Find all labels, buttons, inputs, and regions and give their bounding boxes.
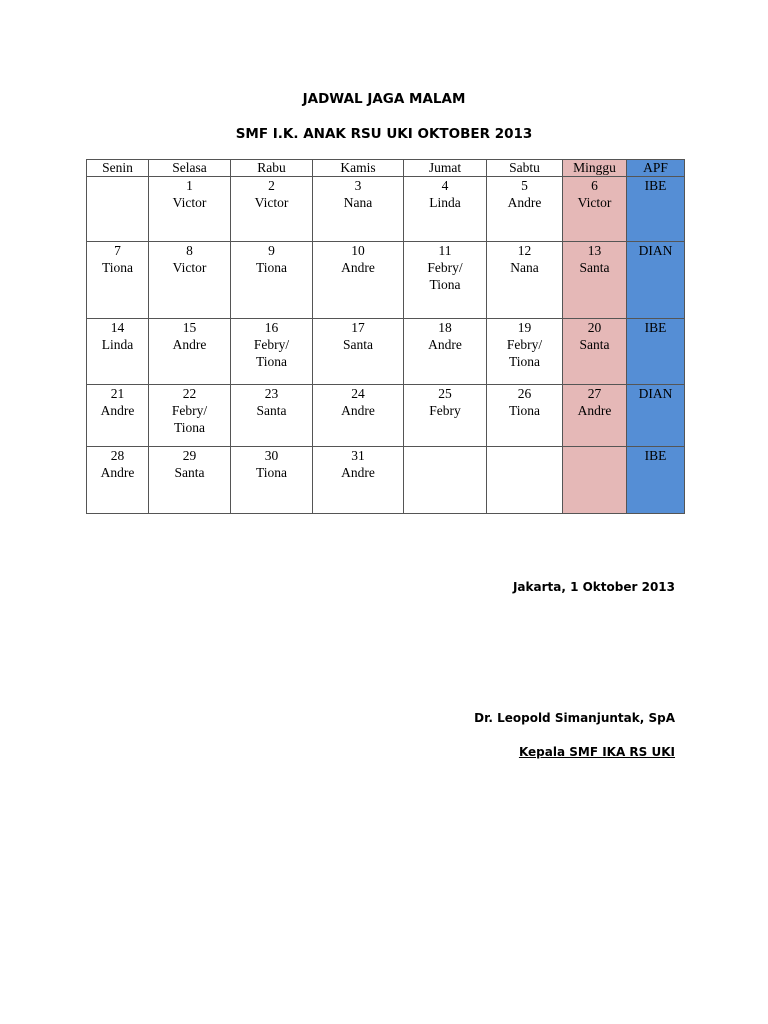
date-number: 29 xyxy=(182,448,197,463)
date-number: 15 xyxy=(182,320,197,335)
doctor-name: Nana xyxy=(343,195,373,210)
apf-name: IBE xyxy=(644,178,667,193)
date-number: 25 xyxy=(438,386,452,401)
day-cell-sabtu xyxy=(487,447,563,514)
doctor-name: Andre xyxy=(507,195,542,210)
doctor-name: Santa xyxy=(343,337,373,352)
date-number: 7 xyxy=(114,243,121,258)
date-number: 31 xyxy=(351,448,365,463)
date-number: 10 xyxy=(351,243,365,258)
day-cell-senin xyxy=(87,447,149,514)
doctor-name: Febry/ xyxy=(506,337,543,352)
date-number: 2 xyxy=(268,178,275,193)
header-selasa: Selasa xyxy=(149,160,231,177)
doctor-name: Tiona xyxy=(508,354,540,369)
day-cell-senin xyxy=(87,177,149,242)
week-row xyxy=(87,177,685,242)
document-title: JADWAL JAGA MALAM xyxy=(302,91,466,107)
doctor-name: Linda xyxy=(101,337,134,352)
day-cell-rabu xyxy=(231,385,313,447)
day-cell-sabtu xyxy=(487,385,563,447)
doctor-name: Tiona xyxy=(255,465,287,480)
apf-name: IBE xyxy=(644,320,667,335)
day-cell-minggu xyxy=(563,447,627,514)
day-cell-apf xyxy=(627,242,685,319)
day-cell-rabu xyxy=(231,319,313,385)
date-number: 3 xyxy=(354,178,362,193)
day-cell-kamis xyxy=(313,319,404,385)
date-number: 23 xyxy=(264,386,279,401)
day-cell-senin xyxy=(87,319,149,385)
week-row xyxy=(87,447,685,514)
doctor-name: Tiona xyxy=(255,260,287,275)
date-number: 14 xyxy=(110,320,125,335)
apf-name: DIAN xyxy=(638,386,673,401)
week-row xyxy=(87,319,685,385)
apf-name: DIAN xyxy=(638,243,673,258)
date-number: 21 xyxy=(110,386,125,401)
doctor-name: Febry/ xyxy=(253,337,290,352)
doctor-name: Santa xyxy=(579,337,610,352)
doctor-name: Tiona xyxy=(508,403,540,418)
week-row xyxy=(87,242,685,319)
day-cell-senin xyxy=(87,242,149,319)
doctor-name: Victor xyxy=(172,260,207,275)
day-cell-selasa xyxy=(149,447,231,514)
date-number: 20 xyxy=(587,320,602,335)
doctor-name: Andre xyxy=(577,403,612,418)
doctor-name: Linda xyxy=(429,195,461,210)
date-number: 16 xyxy=(264,320,279,335)
doctor-name: Victor xyxy=(254,195,289,210)
header-row xyxy=(87,160,685,177)
doctor-name: Victor xyxy=(577,195,612,210)
day-cell-apf xyxy=(627,177,685,242)
date-number: 13 xyxy=(587,243,602,258)
doctor-name: Andre xyxy=(341,403,375,418)
day-cell-minggu xyxy=(563,385,627,447)
doctor-name: Andre xyxy=(341,465,375,480)
apf-name: IBE xyxy=(644,448,667,463)
day-cell-jumat xyxy=(404,177,487,242)
schedule-table xyxy=(86,159,685,514)
day-cell-jumat xyxy=(404,447,487,514)
day-cell-minggu xyxy=(563,319,627,385)
document-subtitle: SMF I.K. ANAK RSU UKI OKTOBER 2013 xyxy=(235,126,533,142)
day-cell-jumat xyxy=(404,319,487,385)
day-cell-apf xyxy=(627,385,685,447)
day-cell-kamis xyxy=(313,177,404,242)
date-number: 18 xyxy=(438,320,452,335)
doctor-name: Santa xyxy=(579,260,610,275)
header-jumat: Jumat xyxy=(404,160,487,177)
doctor-name: Tiona xyxy=(429,277,461,292)
doctor-name: Andre xyxy=(100,403,135,418)
header-minggu: Minggu xyxy=(563,160,627,177)
date-number: 9 xyxy=(268,243,275,258)
day-cell-selasa xyxy=(149,385,231,447)
date-number: 30 xyxy=(264,448,279,463)
doctor-name: Febry/ xyxy=(171,403,208,418)
day-cell-senin xyxy=(87,385,149,447)
signer-title: Kepala SMF IKA RS UKI xyxy=(518,745,675,759)
header-senin: Senin xyxy=(87,160,149,177)
doctor-name: Andre xyxy=(428,337,462,352)
doctor-name: Santa xyxy=(256,403,287,418)
day-cell-jumat xyxy=(404,242,487,319)
date-number: 11 xyxy=(438,243,452,258)
day-cell-sabtu xyxy=(487,319,563,385)
doctor-name: Andre xyxy=(172,337,207,352)
date-number: 12 xyxy=(517,243,532,258)
date-number: 17 xyxy=(351,320,365,335)
day-cell-selasa xyxy=(149,177,231,242)
doctor-name: Tiona xyxy=(255,354,287,369)
doctor-name: Tiona xyxy=(101,260,133,275)
week-row xyxy=(87,385,685,447)
doctor-name: Febry/ xyxy=(427,260,463,275)
date-number: 8 xyxy=(186,243,193,258)
header-apf: APF xyxy=(627,160,685,177)
day-cell-apf xyxy=(627,447,685,514)
date-number: 28 xyxy=(110,448,125,463)
date-number: 5 xyxy=(521,178,528,193)
date-number: 6 xyxy=(591,178,598,193)
header-rabu: Rabu xyxy=(231,160,313,177)
day-cell-sabtu xyxy=(487,242,563,319)
day-cell-jumat xyxy=(404,385,487,447)
header-kamis: Kamis xyxy=(313,160,404,177)
date-number: 1 xyxy=(186,178,193,193)
day-cell-rabu xyxy=(231,447,313,514)
doctor-name: Victor xyxy=(172,195,207,210)
day-cell-selasa xyxy=(149,319,231,385)
date-number: 26 xyxy=(517,386,532,401)
date-number: 27 xyxy=(587,386,602,401)
day-cell-kamis xyxy=(313,385,404,447)
day-cell-minggu xyxy=(563,177,627,242)
place-date: Jakarta, 1 Oktober 2013 xyxy=(512,580,675,594)
day-cell-rabu xyxy=(231,177,313,242)
day-cell-rabu xyxy=(231,242,313,319)
day-cell-apf xyxy=(627,319,685,385)
day-cell-sabtu xyxy=(487,177,563,242)
day-cell-selasa xyxy=(149,242,231,319)
doctor-name: Andre xyxy=(341,260,375,275)
date-number: 22 xyxy=(182,386,197,401)
signer-name: Dr. Leopold Simanjuntak, SpA xyxy=(474,711,675,725)
doctor-name: Andre xyxy=(100,465,135,480)
header-sabtu: Sabtu xyxy=(487,160,563,177)
day-cell-kamis xyxy=(313,447,404,514)
day-cell-kamis xyxy=(313,242,404,319)
date-number: 4 xyxy=(441,178,449,193)
doctor-name: Febry xyxy=(429,403,461,418)
doctor-name: Santa xyxy=(174,465,205,480)
doctor-name: Nana xyxy=(510,260,539,275)
date-number: 24 xyxy=(351,386,365,401)
doctor-name: Tiona xyxy=(173,420,205,435)
date-number: 19 xyxy=(517,320,532,335)
day-cell-minggu xyxy=(563,242,627,319)
